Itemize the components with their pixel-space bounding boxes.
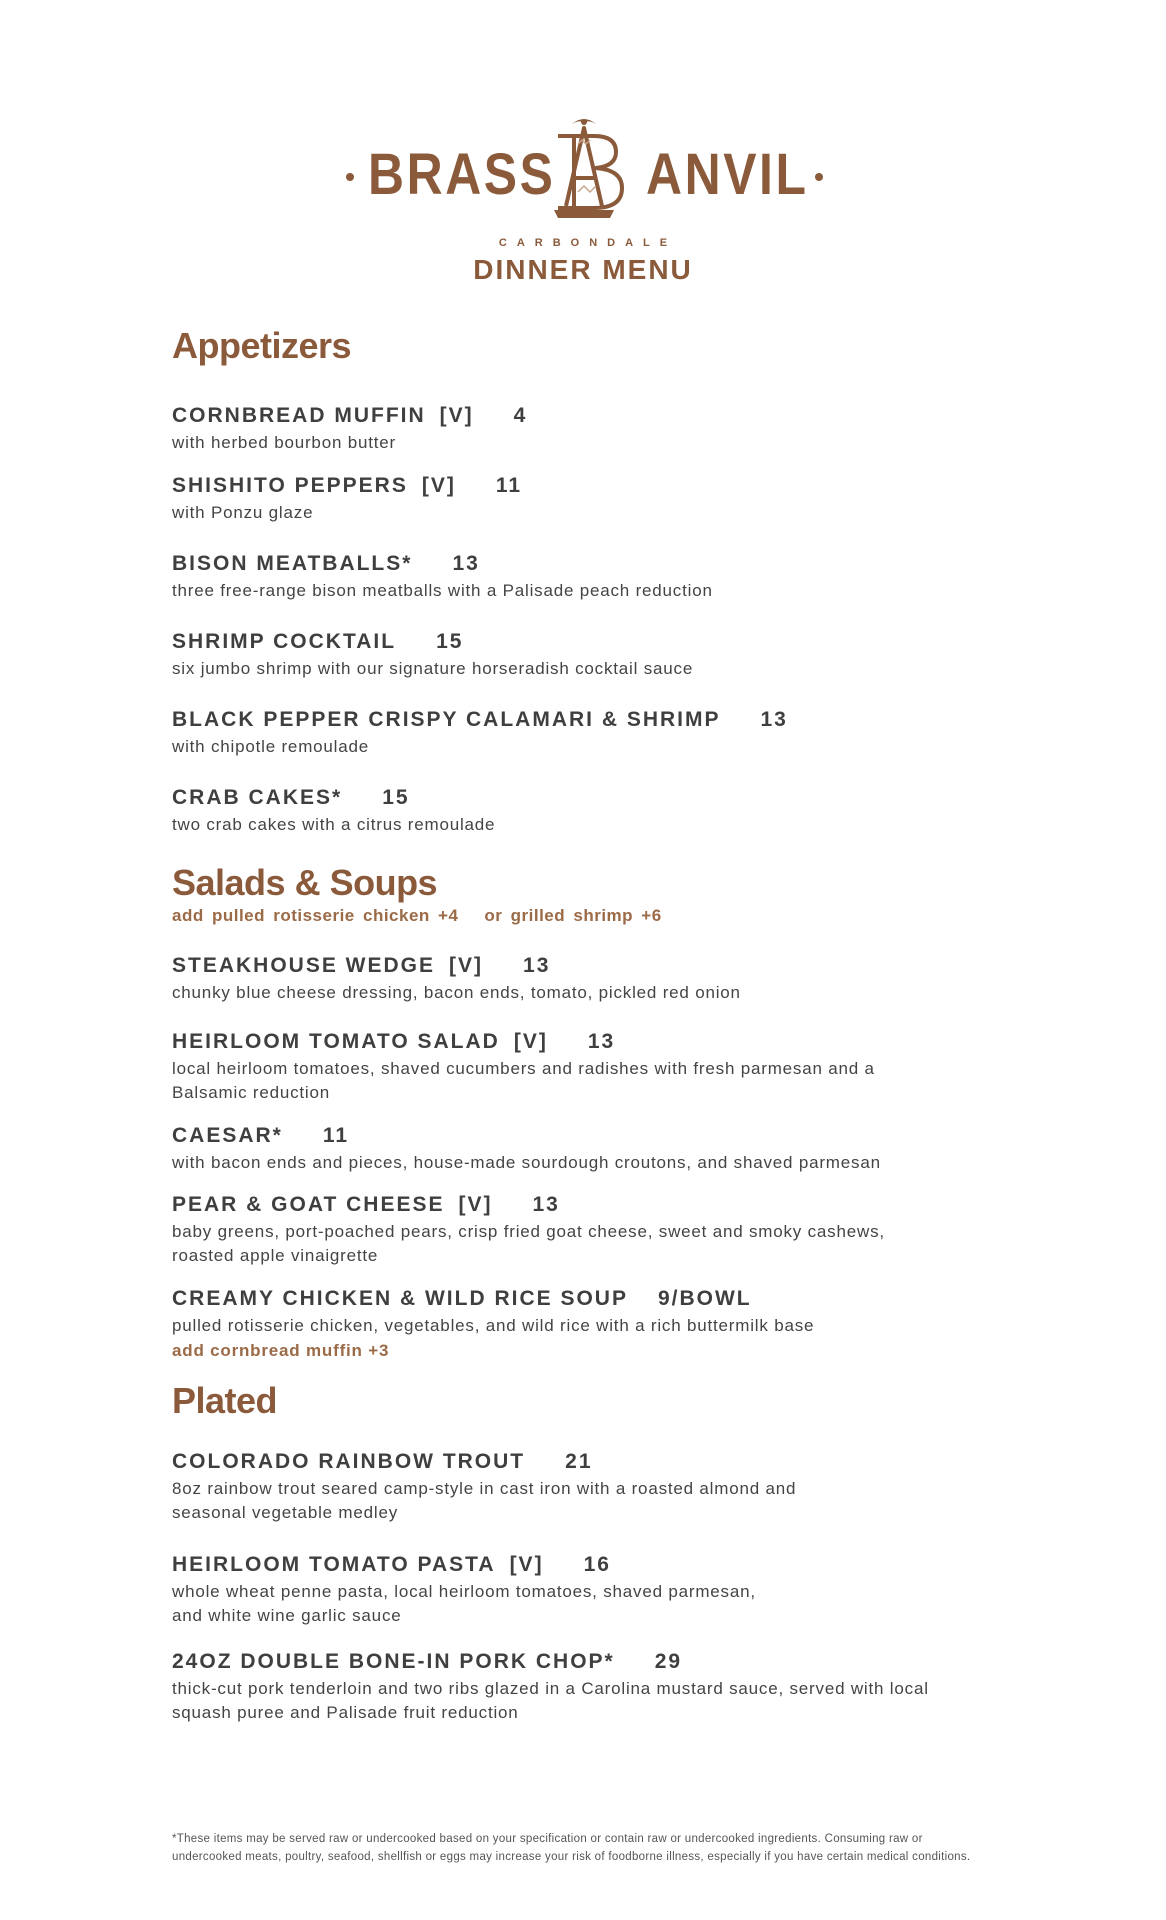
item-description: whole wheat penne pasta, local heirloom tomatoes, shaved parmesan, <box>172 1582 756 1601</box>
item-name: PEAR & GOAT CHEESE <box>172 1193 445 1216</box>
city-label: CARBONDALE <box>498 237 678 249</box>
item-description-cont: squash puree and Palisade fruit reduction <box>172 1703 519 1722</box>
item-description-cont: Balsamic reduction <box>172 1083 331 1102</box>
brand-logo <box>0 112 1166 222</box>
item-name: BISON MEATBALLS* <box>172 552 413 575</box>
menu-item <box>172 953 992 1005</box>
menu-item <box>172 1552 992 1628</box>
item-name: SHRIMP COCKTAIL <box>172 630 397 653</box>
item-price: 13 <box>523 954 551 977</box>
addon-chicken: add pulled rotisserie chicken +4 <box>172 906 459 925</box>
item-description: with chipotle remoulade <box>172 737 369 756</box>
vegetarian-tag: [V] <box>509 1553 544 1576</box>
section-title-plated: Plated <box>172 1380 278 1421</box>
item-price: 4 <box>513 404 528 427</box>
item-heading <box>172 953 992 979</box>
item-heading <box>172 629 992 655</box>
disclaimer-line-2: undercooked meats, poultry, seafood, shellfish or eggs may increase your risk of foodborne illness, especially if you have certain medical conditions. <box>172 1851 971 1863</box>
menu-item <box>172 785 992 837</box>
item-description: baby greens, port-poached pears, crisp fried goat cheese, sweet and smoky cashews, <box>172 1222 885 1241</box>
logo-dot-right <box>815 173 823 181</box>
raw-food-disclaimer <box>172 1830 1052 1866</box>
item-price: 13 <box>760 708 788 731</box>
item-description: chunky blue cheese dressing, bacon ends, tomato, pickled red onion <box>172 983 741 1002</box>
item-description: thick-cut pork tenderloin and two ribs glazed in a Carolina mustard sauce, served with local <box>172 1679 929 1698</box>
item-description: two crab cakes with a citrus remoulade <box>172 815 496 834</box>
menu-item <box>172 1649 992 1725</box>
item-description: with bacon ends and pieces, house-made sourdough croutons, and shaved parmesan <box>172 1153 881 1172</box>
vegetarian-tag: [V] <box>449 954 484 977</box>
vegetarian-tag: [V] <box>439 404 474 427</box>
item-name: CREAMY CHICKEN & WILD RICE SOUP <box>172 1287 628 1310</box>
item-heading <box>172 403 992 429</box>
item-description: three free-range bison meatballs with a Palisade peach reduction <box>172 581 713 600</box>
item-price: 9/BOWL <box>657 1287 752 1310</box>
item-heading <box>172 473 992 499</box>
item-description: with Ponzu glaze <box>172 503 314 522</box>
item-price: 29 <box>654 1650 683 1673</box>
item-price: 11 <box>495 474 523 497</box>
item-price: 13 <box>587 1030 616 1053</box>
item-heading <box>172 1449 992 1475</box>
item-heading <box>172 1029 992 1055</box>
item-heading <box>172 1649 992 1675</box>
item-heading <box>172 707 992 733</box>
menu-item <box>172 1449 992 1525</box>
brand-name-right: ANVIL <box>646 142 809 207</box>
item-name: CRAB CAKES* <box>172 786 343 809</box>
item-description-cont: and white wine garlic sauce <box>172 1606 402 1625</box>
vegetarian-tag: [V] <box>421 474 456 497</box>
menu-item <box>172 629 992 681</box>
item-name: HEIRLOOM TOMATO SALAD <box>172 1030 500 1053</box>
monogram-ba-icon <box>536 114 632 222</box>
item-addon: add cornbread muffin +3 <box>172 1341 390 1360</box>
menu-item <box>172 707 992 759</box>
menu-item <box>172 1029 992 1105</box>
menu-item <box>172 403 992 455</box>
item-heading <box>172 1552 992 1578</box>
item-description: 8oz rainbow trout seared camp-style in cast iron with a roasted almond and <box>172 1479 797 1498</box>
item-description: six jumbo shrimp with our signature horseradish cocktail sauce <box>172 659 694 678</box>
item-price: 21 <box>565 1450 593 1473</box>
item-heading <box>172 1286 992 1312</box>
item-price: 16 <box>583 1553 611 1576</box>
item-description: local heirloom tomatoes, shaved cucumbers and radishes with fresh parmesan and a <box>172 1059 875 1078</box>
item-price: 15 <box>436 630 464 653</box>
menu-item <box>172 1123 992 1175</box>
item-heading <box>172 785 992 811</box>
logo-dot-left <box>346 173 354 181</box>
item-name: CORNBREAD MUFFIN <box>172 404 426 427</box>
menu-item <box>172 473 992 525</box>
item-price: 13 <box>452 552 480 575</box>
menu-item <box>172 1286 992 1363</box>
salad-addon-note <box>172 906 662 926</box>
item-heading <box>172 551 992 577</box>
item-name: BLACK PEPPER CRISPY CALAMARI & SHRIMP <box>172 708 721 731</box>
item-heading <box>172 1123 992 1149</box>
item-price: 13 <box>532 1193 560 1216</box>
item-name: CAESAR* <box>172 1124 283 1147</box>
menu-title: DINNER MENU <box>473 254 693 285</box>
item-name: STEAKHOUSE WEDGE <box>172 954 436 977</box>
item-heading <box>172 1192 992 1218</box>
section-title-appetizers: Appetizers <box>172 325 352 366</box>
item-description-cont: seasonal vegetable medley <box>172 1503 399 1522</box>
brand-name-left: BRASS <box>368 142 556 207</box>
vegetarian-tag: [V] <box>458 1193 493 1216</box>
addon-shrimp: or grilled shrimp +6 <box>484 906 662 925</box>
section-title-salads-soups: Salads & Soups <box>172 862 438 903</box>
disclaimer-line-1: *These items may be served raw or undercooked based on your specification or contain raw or undercooked ingredients. Consuming raw or <box>172 1833 923 1845</box>
menu-item <box>172 551 992 603</box>
menu-item <box>172 1192 992 1268</box>
item-description-cont: roasted apple vinaigrette <box>172 1246 379 1265</box>
item-name: 24OZ DOUBLE BONE-IN PORK CHOP* <box>172 1650 615 1673</box>
item-description: pulled rotisserie chicken, vegetables, and wild rice with a rich buttermilk base <box>172 1316 815 1335</box>
item-description: with herbed bourbon butter <box>172 433 396 452</box>
item-price: 15 <box>382 786 410 809</box>
item-name: HEIRLOOM TOMATO PASTA <box>172 1553 496 1576</box>
item-name: SHISHITO PEPPERS <box>172 474 408 497</box>
vegetarian-tag: [V] <box>513 1030 548 1053</box>
item-name: COLORADO RAINBOW TROUT <box>172 1450 526 1473</box>
item-price: 11 <box>322 1124 350 1147</box>
